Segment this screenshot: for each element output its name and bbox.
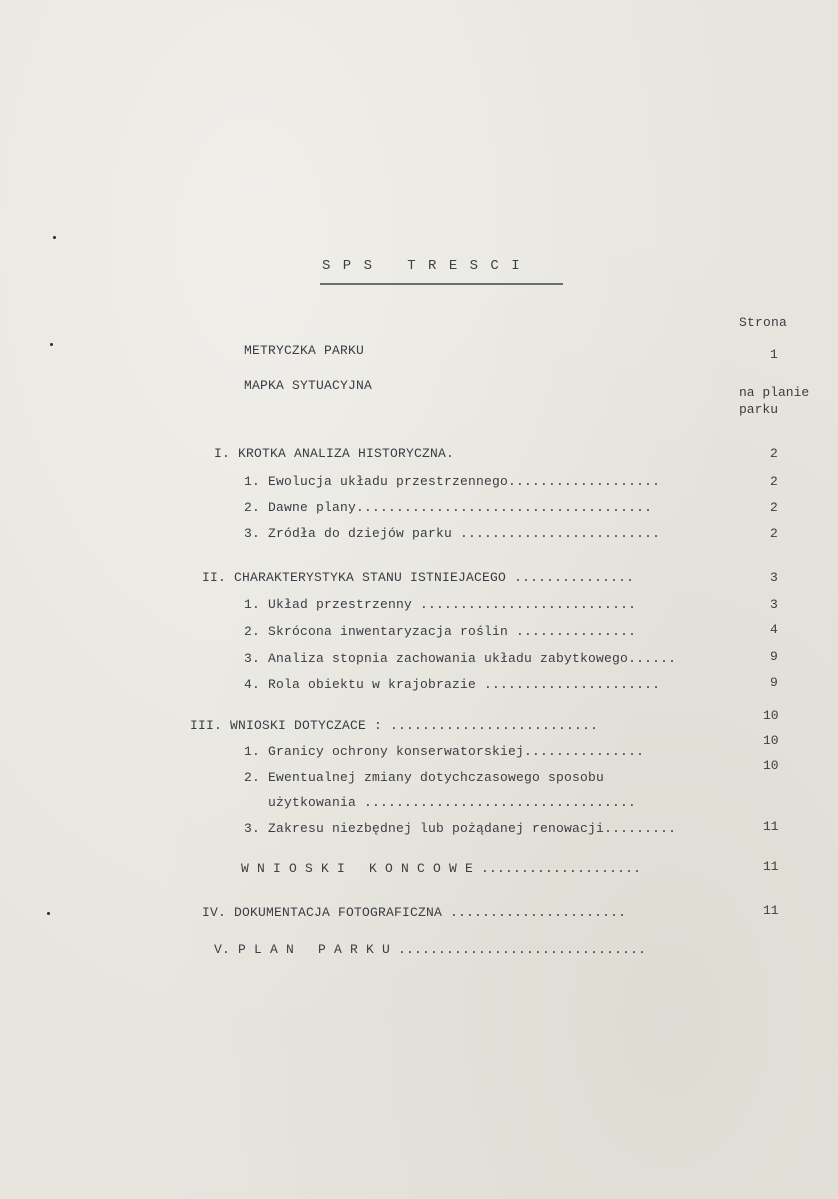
- leader-dots: .....................................: [356, 500, 653, 515]
- section-heading-label: W N I O S K I K O N C O W E: [241, 861, 474, 876]
- toc-entry-page: 10: [763, 758, 779, 773]
- leader-dots: ....................: [473, 861, 642, 876]
- toc-entry-page: 2: [770, 446, 778, 461]
- toc-entry: [244, 500, 652, 516]
- leader-dots: ......: [628, 651, 677, 666]
- leader-dots: ...........................: [412, 597, 637, 612]
- toc-entry-label: 1. Układ przestrzenny: [244, 597, 413, 612]
- section-heading-label: III. WNIOSKI DOTYCZACE :: [190, 718, 383, 733]
- toc-entry-page: 2: [770, 474, 778, 489]
- document-title: S P S T R E S C I: [322, 258, 521, 274]
- leader-dots: ...............................: [390, 942, 647, 957]
- toc-entry-page: 3: [770, 597, 778, 612]
- section-heading: [202, 905, 626, 921]
- toc-entry-page: 11: [763, 859, 779, 874]
- toc-entry: [244, 821, 676, 837]
- toc-entry: [244, 651, 676, 667]
- toc-entry-page: na planie: [739, 385, 810, 400]
- toc-entry-page: 10: [763, 733, 779, 748]
- section-heading: [190, 718, 598, 734]
- toc-entry-label: 2. Dawne plany: [244, 500, 357, 515]
- toc-entry-label: 2. Skrócona inwentaryzacja roślin: [244, 624, 509, 639]
- toc-entry-page: 2: [770, 500, 778, 515]
- leader-dots: ..................................: [356, 795, 637, 810]
- toc-entry: [268, 795, 636, 811]
- toc-entry-label: 3. Analiza stopnia zachowania układu zabytkowego: [244, 651, 629, 666]
- section-heading: I. KROTKA ANALIZA HISTORYCZNA.: [214, 446, 455, 461]
- toc-entry-page: 9: [770, 649, 778, 664]
- section-heading-label: V. P L A N P A R K U: [214, 942, 391, 957]
- section-heading: [214, 942, 646, 958]
- toc-entry: [244, 597, 636, 613]
- punch-mark: [47, 912, 50, 915]
- leader-dots: .........................: [452, 526, 661, 541]
- leader-dots: ...............: [524, 744, 645, 759]
- punch-mark: [53, 236, 56, 239]
- toc-entry: [244, 677, 660, 693]
- toc-entry-label: METRYCZKA PARKU: [244, 343, 365, 358]
- toc-entry-page: 11: [763, 903, 779, 918]
- toc-entry: [244, 474, 660, 490]
- toc-entry-page: 11: [763, 819, 779, 834]
- toc-entry: [244, 744, 644, 760]
- section-heading: [241, 861, 641, 877]
- toc-entry-page: 1: [770, 347, 778, 362]
- toc-entry-label: 4. Rola obiektu w krajobrazie: [244, 677, 477, 692]
- toc-entry-label: 1. Granicy ochrony konserwatorskiej: [244, 744, 525, 759]
- leader-dots: ......................: [442, 905, 627, 920]
- toc-entry: [244, 526, 660, 542]
- leader-dots: ......................: [476, 677, 661, 692]
- title-underline: [320, 283, 563, 285]
- toc-entry-label: 3. Zródła do dziejów parku: [244, 526, 453, 541]
- leader-dots: ...............: [508, 624, 637, 639]
- toc-entry-label: 3. Zakresu niezbędnej lub pożądanej renowacji: [244, 821, 605, 836]
- toc-entry-page: 4: [770, 622, 778, 637]
- section-heading-label: IV. DOKUMENTACJA FOTOGRAFICZNA: [202, 905, 443, 920]
- leader-dots: ..........................: [382, 718, 599, 733]
- toc-entry-page: 2: [770, 526, 778, 541]
- page-column-label: Strona: [739, 315, 788, 330]
- leader-dots: ...................: [508, 474, 661, 489]
- toc-entry-page: 10: [763, 708, 779, 723]
- section-heading-label: II. CHARAKTERYSTYKA STANU ISTNIEJACEGO: [202, 570, 507, 585]
- toc-entry-label: użytkowania: [268, 795, 357, 810]
- toc-entry-page: 9: [770, 675, 778, 690]
- toc-entry-label: MAPKA SYTUACYJNA: [244, 378, 373, 393]
- toc-entry-label: 2. Ewentualnej zmiany dotychczasowego sposobu: [244, 770, 605, 785]
- toc-entry: [244, 624, 636, 640]
- leader-dots: ...............: [506, 570, 635, 585]
- punch-mark: [50, 343, 53, 346]
- leader-dots: .........: [604, 821, 677, 836]
- toc-entry-label: 1. Ewolucja układu przestrzennego: [244, 474, 509, 489]
- toc-entry-page: 3: [770, 570, 778, 585]
- toc-entry-page: parku: [739, 402, 779, 417]
- section-heading: [202, 570, 634, 586]
